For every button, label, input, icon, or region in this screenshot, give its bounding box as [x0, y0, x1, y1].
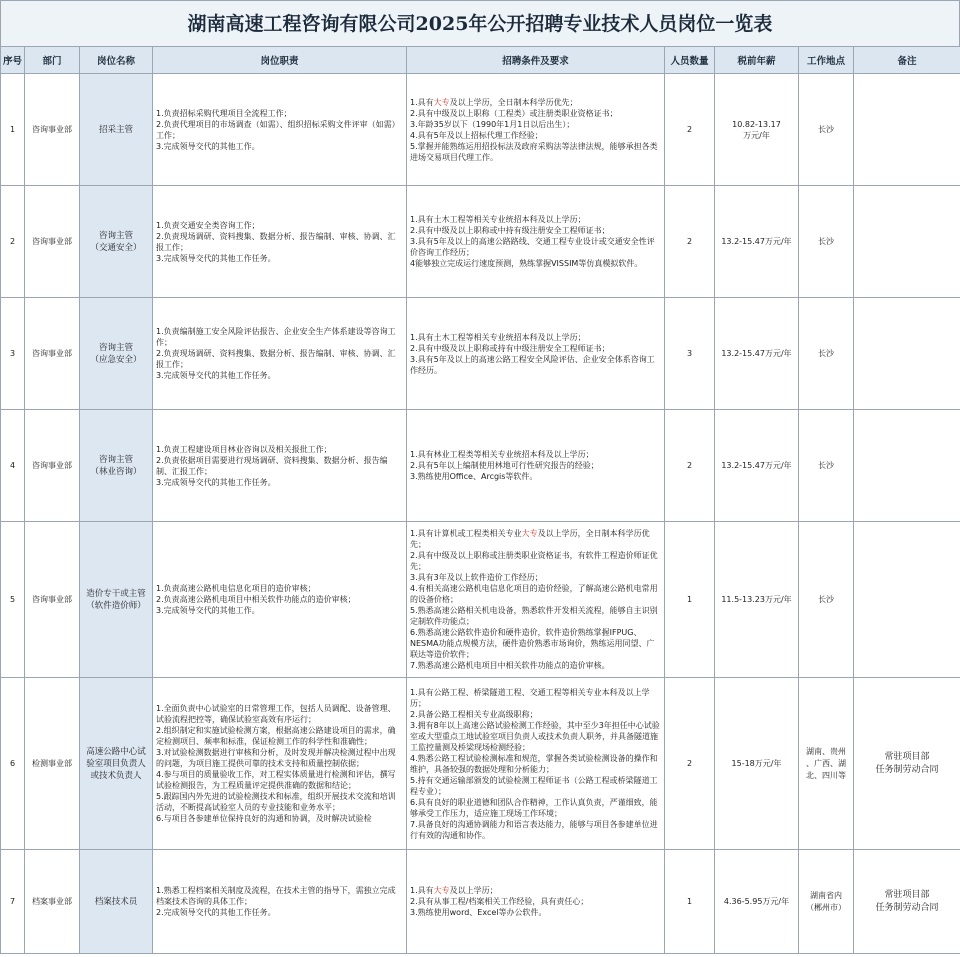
requirement-line: [410, 627, 661, 660]
requirement-line: [410, 332, 661, 343]
requirement-text: 及以上学历；: [449, 886, 498, 895]
cell-requirements: [407, 74, 665, 186]
cell-dept: 咨询事业部: [25, 298, 80, 410]
requirement-line: [410, 354, 661, 376]
requirement-line: [410, 709, 661, 720]
duty-line: 1.负责编制施工安全风险评估报告、企业安全生产体系建设等咨询工作；: [156, 327, 396, 347]
location-line: 长沙: [818, 348, 834, 358]
requirement-line: [410, 819, 661, 841]
requirement-line: [410, 528, 661, 550]
requirement-line: [410, 605, 661, 627]
requirement-line: [410, 130, 661, 141]
requirement-line: [410, 720, 661, 753]
requirement-text: 2.具有中级及以上职称或中持有级注册安全工程师证书；: [410, 226, 610, 235]
post-name-line: 档案技术员: [94, 896, 138, 907]
cell-location: [799, 678, 854, 850]
requirement-text: 3.熟练使用Office、Arcgis等软件。: [410, 472, 538, 481]
post-name-line: （交通安全）: [90, 242, 142, 253]
cell-salary: [715, 850, 799, 954]
requirement-text: 3.具有3年及以上软件造价工作经历；: [410, 573, 543, 582]
salary-line: 4.36-5.95万元/年: [723, 897, 790, 906]
cell-location: [799, 410, 854, 522]
cell-requirements: [407, 522, 665, 678]
duty-line: 1.负责工程建设项目林业咨询以及相关报批工作；: [156, 444, 332, 454]
cell-count: 1: [665, 850, 715, 954]
cell-location: [799, 850, 854, 954]
cell-location: [799, 74, 854, 186]
cell-duties: [153, 410, 407, 522]
requirement-line: [410, 236, 661, 258]
requirement-text: 1.具有: [410, 886, 434, 895]
duty-line: 2.负责现场调研、资料搜集、数据分析、报告编制、审核、协调、汇报工作；: [156, 349, 396, 369]
requirement-text: 3.熟练使用word、Excel等办公软件。: [410, 908, 547, 917]
note-line: 任务制劳动合同: [875, 902, 939, 913]
requirement-text: 1.具有计算机或工程类相关专业: [410, 529, 522, 538]
requirement-line: [410, 583, 661, 605]
duty-line: 5.跟踪国内外先进的试验检测技术和标准，组织开展技术交流和培训活动，不断提高试验室人员的专业技能和业务水平；: [156, 792, 396, 812]
requirement-line: [410, 797, 661, 819]
cell-dept: 检测事业部: [25, 678, 80, 850]
cell-no: 1: [1, 74, 25, 186]
post-name-line: 咨询主管: [98, 342, 133, 353]
cell-location: [799, 298, 854, 410]
duty-line: 2.完成领导交代的其他工作任务。: [156, 908, 276, 917]
salary-line: 13.2-15.47万元/年: [721, 349, 792, 358]
requirement-line: [410, 687, 661, 709]
cell-salary: [715, 410, 799, 522]
location-line: 北、四川等: [806, 770, 846, 780]
requirement-line: [410, 141, 661, 163]
cell-requirements: [407, 410, 665, 522]
cell-post: [80, 678, 153, 850]
duty-line: 1.负责交通安全类咨询工作；: [156, 220, 260, 230]
table-row: [1, 74, 960, 186]
cell-post: [80, 74, 153, 186]
requirement-text: 4.具有5年及以上招标代理工作经验；: [410, 130, 543, 140]
duty-line: 4.参与项目的质量验收工作，对工程实体质量进行检测和评估，撰写试验检测报告，为工程质量评定提供准确的数据和结论；: [156, 770, 396, 790]
salary-line: 13.2-15.47万元/年: [721, 461, 792, 470]
table-row: [1, 678, 960, 850]
cell-note: [854, 298, 960, 410]
cell-duties: [153, 186, 407, 298]
cell-post: [80, 186, 153, 298]
post-name-line: （软件造价师）: [86, 600, 146, 611]
duty-line: 3.完成领导交代的其他工作任务。: [156, 253, 276, 263]
cell-dept: 咨询事业部: [25, 522, 80, 678]
requirement-text: 2.具有中级及以上职称或持有中级注册安全工程师证书；: [410, 343, 610, 353]
location-line: 长沙: [818, 236, 834, 246]
requirement-line: [410, 471, 661, 482]
requirement-text: 1.具有土木工程等相关专业统招本科及以上学历；: [410, 215, 586, 224]
cell-requirements: [407, 298, 665, 410]
post-name-line: （林业咨询）: [90, 466, 142, 477]
cell-no: 5: [1, 522, 25, 678]
requirement-text: 3.具有5年及以上的高速公路工程安全风险评估、企业安全体系咨询工作经历。: [410, 354, 655, 375]
cell-salary: [715, 74, 799, 186]
note-line: 常驻项目部: [884, 751, 930, 762]
cell-location: [799, 186, 854, 298]
duty-line: 1.熟悉工程档案相关制度及流程，在技术主管的指导下，需独立完成档案技术咨询的具体工作；: [156, 886, 396, 906]
requirement-line: [410, 660, 661, 671]
cell-count: 2: [665, 410, 715, 522]
requirement-line: [410, 896, 661, 907]
requirement-text: 4.熟悉公路工程试验检测标准和规范，掌握各类试验检测设备的操作和维护，具备较强的数据处理和分析能力；: [410, 753, 658, 774]
salary-line: 11.5-13.23万元/年: [721, 595, 792, 604]
requirement-line: [410, 907, 661, 918]
cell-requirements: [407, 678, 665, 850]
cell-post: [80, 298, 153, 410]
requirement-line: [410, 119, 661, 130]
cell-duties: [153, 678, 407, 850]
cell-dept: 咨询事业部: [25, 410, 80, 522]
location-line: 长沙: [818, 594, 834, 604]
requirement-text: 2.具备公路工程相关专业高级职称；: [410, 709, 538, 719]
cell-salary: [715, 298, 799, 410]
duty-line: 3.完成领导交代的其他工作。: [156, 141, 260, 151]
post-name-line: 或技术负责人: [90, 770, 142, 781]
cell-no: 2: [1, 186, 25, 298]
requirement-line: [410, 225, 661, 236]
cell-dept: 咨询事业部: [25, 186, 80, 298]
cell-count: 2: [665, 186, 715, 298]
salary-line: 13.2-15.47万元/年: [721, 237, 792, 246]
requirement-text: 3.年龄35岁以下（1990年1月1日以后出生）；: [410, 119, 575, 129]
requirement-line: [410, 460, 661, 471]
cell-requirements: [407, 186, 665, 298]
header-location: 工作地点: [799, 47, 854, 74]
recruitment-table: [0, 46, 960, 954]
cell-count: 1: [665, 522, 715, 678]
cell-count: 2: [665, 74, 715, 186]
location-line: 、广西、湖: [806, 758, 846, 768]
cell-requirements: [407, 850, 665, 954]
requirement-text: 2.具有中级及以上职称或注册类职业资格证书，有软件工程造价师证优先；: [410, 551, 658, 571]
duty-line: 3.完成领导交代的其他工作。: [156, 606, 260, 615]
header-post: 岗位名称: [80, 47, 153, 74]
requirement-line: [410, 775, 661, 797]
table-row: [1, 850, 960, 954]
duty-line: 3.完成领导交代的其他工作任务。: [156, 477, 276, 487]
post-name-line: 招采主管: [98, 124, 133, 135]
header-salary: 税前年薪: [715, 47, 799, 74]
requirement-text: 及以上学历，全日制本科学历优先；: [410, 529, 650, 549]
cell-post: [80, 522, 153, 678]
duty-line: 2.负责代理项目的市场调查（如需）、组织招标采购文件评审（如需）工作；: [156, 119, 400, 140]
cell-salary: [715, 678, 799, 850]
requirement-text: 及以上学历，全日制本科学历优先；: [449, 97, 578, 107]
duty-line: 6.与项目各参建单位保持良好的沟通和协调，及时解决试验检: [156, 814, 372, 823]
requirement-text: 2.具有中级及以上职称（工程类）或注册类职业资格证书；: [410, 108, 618, 118]
requirement-text: 6.熟悉高速公路软件造价和硬件造价，软件造价熟练掌握IFPUG、NESMA功能点规模方法，硬件造价熟悉市场询价，熟练运用同望、广联达等造价软件；: [410, 628, 655, 659]
requirement-highlight: 大专: [433, 97, 450, 107]
duty-line: 2.负责高速公路机电项目中相关软件功能点的造价审核；: [156, 595, 356, 604]
requirement-highlight: 大专: [521, 529, 538, 538]
location-line: 湖南省内: [810, 890, 842, 900]
cell-note: [854, 410, 960, 522]
requirement-text: 1.具有土木工程等相关专业统招本科及以上学历；: [410, 332, 586, 342]
requirement-line: [410, 108, 661, 119]
requirement-text: 2.具有从事工程/档案相关工作经验，具有责任心；: [410, 897, 589, 906]
requirement-line: [410, 550, 661, 572]
requirement-line: [410, 753, 661, 775]
cell-count: 3: [665, 298, 715, 410]
location-line: 长沙: [818, 124, 834, 134]
table-row: [1, 186, 960, 298]
cell-no: 4: [1, 410, 25, 522]
location-line: 长沙: [818, 460, 834, 470]
cell-note: [854, 850, 960, 954]
header-duties: 岗位职责: [153, 47, 407, 74]
header-count: 人员数量: [665, 47, 715, 74]
table-row: [1, 410, 960, 522]
cell-post: [80, 410, 153, 522]
requirement-text: 2.具有5年以上编制使用林地可行性研究报告的经验；: [410, 461, 599, 470]
post-name-line: （应急安全）: [90, 354, 142, 365]
post-name-line: 造价专干或主管: [86, 588, 146, 599]
requirement-line: [410, 572, 661, 583]
cell-salary: [715, 186, 799, 298]
cell-duties: [153, 850, 407, 954]
requirement-text: 5.熟悉高速公路相关机电设备，熟悉软件开发相关流程，能够自主识别定制软件功能点；: [410, 606, 658, 626]
table-row: [1, 298, 960, 410]
requirement-text: 7.具备良好的沟通协调能力和语言表达能力，能够与项目各参建单位进行有效的沟通和协作。: [410, 819, 658, 840]
header-note: 备注: [854, 47, 960, 74]
requirement-text: 4能够独立完成运行速度预测，熟练掌握VISSIM等仿真模拟软件。: [410, 259, 643, 268]
cell-salary: [715, 522, 799, 678]
requirement-text: 3.具有5年及以上的高速公路路线、交通工程专业设计或交通安全性评价咨询工作经历；: [410, 237, 655, 257]
requirement-text: 4.有相关高速公路机电信息化项目的造价经验，了解高速公路机电常用的设备价格；: [410, 584, 658, 604]
requirement-text: 3.拥有8年以上高速公路试验检测工作经验，其中至少3年担任中心试验室或大型重点工地试验室项目负责人或技术负责人职务，并具备隧道施工监控量测及桥梁现场检测经验；: [410, 720, 660, 752]
cell-note: [854, 522, 960, 678]
cell-duties: [153, 74, 407, 186]
requirement-line: [410, 214, 661, 225]
post-name-line: 咨询主管: [98, 230, 133, 241]
header-no: 序号: [1, 47, 25, 74]
duty-line: 1.负责招标采购代理项目全流程工作；: [156, 108, 292, 118]
cell-note: [854, 74, 960, 186]
salary-line: 万元/年: [743, 130, 770, 140]
duty-line: 1.全面负责中心试验室的日常管理工作，包括人员调配、设备管理、试验流程把控等，确保试验室高效有序运行；: [156, 704, 396, 724]
duty-line: 2.负责依据项目需要进行现场调研、资料搜集、数据分析、报告编制、汇报工作；: [156, 455, 388, 476]
cell-no: 6: [1, 678, 25, 850]
duty-line: 1.负责高速公路机电信息化项目的造价审核；: [156, 584, 316, 593]
note-line: 常驻项目部: [884, 889, 930, 900]
requirement-text: 1.具有公路工程、桥梁隧道工程、交通工程等相关专业本科及以上学历；: [410, 687, 650, 708]
post-name-line: 咨询主管: [98, 454, 133, 465]
requirement-highlight: 大专: [433, 886, 450, 895]
duty-line: 3.对试验检测数据进行审核和分析，及时发现并解决检测过程中出现的问题，为项目施工提供可靠的技术支持和质量控制依据；: [156, 748, 396, 768]
requirement-text: 1.具有: [410, 97, 434, 107]
table-row: [1, 522, 960, 678]
cell-duties: [153, 298, 407, 410]
duty-line: 3.完成领导交代的其他工作任务。: [156, 371, 276, 380]
cell-count: 2: [665, 678, 715, 850]
requirement-text: 6.具有良好的职业道德和团队合作精神，工作认真负责，严谨细致，能够承受工作压力，适应施工现场工作环境；: [410, 797, 658, 818]
cell-dept: 档案事业部: [25, 850, 80, 954]
requirement-text: 5.掌握并能熟练运用招投标法及政府采购法等法律法规，能够承担各类进场交易项目代理工作。: [410, 141, 658, 162]
duty-line: 2.组织制定和实施试验检测方案，根据高速公路建设项目的需求，确定检测项目、频率和标准，保证检测工作的科学性和准确性；: [156, 726, 396, 746]
cell-dept: 咨询事业部: [25, 74, 80, 186]
salary-line: 10.82-13.17: [732, 119, 781, 129]
post-name-line: 高速公路中心试: [86, 746, 146, 757]
salary-line: 15-18万元/年: [731, 759, 782, 768]
location-line: （郴州市）: [806, 902, 846, 912]
requirement-line: [410, 885, 661, 896]
requirement-line: [410, 449, 661, 460]
cell-note: [854, 186, 960, 298]
requirement-line: [410, 258, 661, 269]
requirement-line: [410, 97, 661, 108]
requirement-text: 7.熟悉高速公路机电项目中相关软件功能点的造价审核。: [410, 661, 610, 670]
post-name-line: 验室项目负责人: [86, 758, 146, 769]
header-dept: 部门: [25, 47, 80, 74]
requirement-line: [410, 343, 661, 354]
note-line: 任务制劳动合同: [875, 764, 939, 775]
location-line: 湖南、贵州: [806, 746, 846, 756]
page-title: 湖南高速工程咨询有限公司2025年公开招聘专业技术人员岗位一览表: [0, 0, 960, 46]
cell-post: [80, 850, 153, 954]
cell-no: 7: [1, 850, 25, 954]
cell-location: [799, 522, 854, 678]
requirement-text: 5.持有交通运输部颁发的试验检测工程师证书（公路工程或桥梁隧道工程专业）；: [410, 775, 658, 796]
header-requirements: 招聘条件及要求: [407, 47, 665, 74]
header-row: [1, 47, 960, 74]
cell-duties: [153, 522, 407, 678]
cell-note: [854, 678, 960, 850]
duty-line: 2.负责现场调研、资料搜集、数据分析、报告编制、审核、协调、汇报工作；: [156, 231, 396, 252]
requirement-text: 1.具有林业工程类等相关专业统招本科及以上学历；: [410, 450, 594, 459]
cell-no: 3: [1, 298, 25, 410]
